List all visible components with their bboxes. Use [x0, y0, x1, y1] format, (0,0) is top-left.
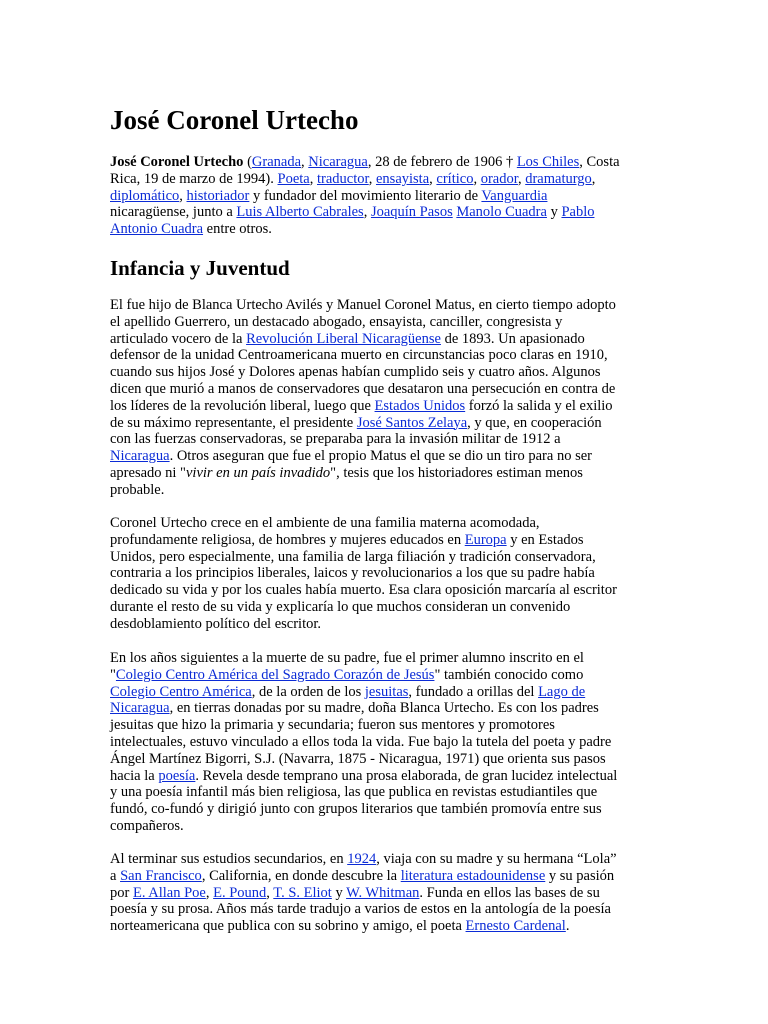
text: nicaragüense, junto a [110, 204, 237, 221]
text: , [517, 170, 526, 187]
text: , [301, 154, 309, 170]
text-line: probable. [110, 481, 165, 498]
text: , viaja con su madre y su hermana “Lola” [376, 851, 617, 867]
link-luis-alberto-cabrales[interactable]: Luis Alberto Cabrales [236, 204, 364, 221]
text: norteamericana que publica con su sobrino y amigo, el poeta [110, 918, 466, 935]
link-ensayista[interactable]: ensayista [376, 170, 430, 187]
link-lago-de-nicaragua[interactable]: Lago de [538, 683, 586, 700]
link-1924[interactable]: 1924 [347, 851, 377, 867]
text-line [110, 331, 658, 348]
text: . Revela desde temprano una prosa elaborada, de gran lucidez intelectual [195, 767, 618, 784]
text-line: defensor de la unidad Centroamericana muerto en circunstancias poco claras en 1910, [110, 347, 608, 364]
text: . Otros aseguran que fue el propio Matus el que se dio un tiro para no ser [169, 448, 592, 465]
text-line: poesía y su prosa. Años más tarde tradujo a varios de estos en la antología de la poesía [110, 901, 611, 918]
text-line: contraria a los principios liberales, laicos y revolucionarios a los que su padre había [110, 565, 595, 582]
paragraph-4 [110, 851, 658, 935]
text-line: Unidos, pero especialmente, una familia de larga filiación y tradición conservadora, [110, 548, 596, 565]
text: Rica, 19 de marzo de 1994). [110, 170, 278, 187]
text: hacia la [110, 767, 159, 784]
text: . Funda en ellos las bases de su [419, 884, 600, 901]
text: de su máximo representante, el presidente [110, 414, 357, 431]
link-diplomatico[interactable]: diplomático [110, 187, 180, 204]
text-line: durante el resto de su vida y explicaría lo que muchos consideran un convenido [110, 598, 571, 615]
link-vanguardia[interactable]: Vanguardia [481, 187, 548, 204]
text: , 28 de febrero de 1906 † [367, 154, 517, 170]
text: " [110, 666, 116, 683]
text: y [546, 204, 562, 221]
link-historiador[interactable]: historiador [186, 187, 250, 204]
link-manolo-cuadra[interactable]: Manolo Cuadra [456, 204, 547, 221]
text-line [110, 221, 658, 238]
link-europa[interactable]: Europa [464, 531, 507, 548]
link-pound[interactable]: E. Pound [213, 884, 267, 901]
text-line [110, 700, 658, 717]
link-san-francisco[interactable]: San Francisco [120, 867, 202, 884]
text: de 1893. Un apasionado [440, 330, 585, 347]
text-line [110, 868, 658, 885]
text-line: con las fuerzas conservadoras, se preparaba para la invasión militar de 1912 a [110, 431, 561, 448]
text: y [331, 884, 347, 901]
text: apresado ni " [110, 464, 186, 481]
text-line [110, 684, 658, 701]
link-critico[interactable]: crítico [436, 170, 474, 187]
text: . [565, 918, 570, 935]
text: , de la orden de los [251, 683, 365, 700]
intro-paragraph [110, 154, 658, 238]
text: , en tierras donadas por su madre, doña Blanca Urtecho. Es con los padres [169, 700, 599, 717]
text: , [368, 170, 376, 187]
text-line: intelectuales, estuvo vinculado a ellos toda la vida. Fue bajo la tutela del poeta y padre [110, 733, 612, 750]
paragraph-3 [110, 650, 658, 835]
link-eliot[interactable]: T. S. Eliot [273, 884, 332, 901]
text: Al terminar sus estudios secundarios, en [110, 851, 348, 867]
text-line: fundó, co-fundó y dirigió junto con grupos literarios que también promovía entre sus [110, 801, 602, 818]
link-granada[interactable]: Granada [251, 154, 302, 170]
text-line [110, 851, 658, 868]
text-line [110, 204, 658, 221]
text: profundamente religiosa, de hombres y mujeres educados en [110, 531, 465, 548]
text-line [110, 154, 658, 171]
text: articulado vocero de la [110, 330, 247, 347]
text-line: jesuitas que hizo la primaria y secundaria; fueron sus mentores y promotores [110, 717, 555, 734]
text: y fundador del movimiento literario de [249, 187, 482, 204]
text-line [110, 532, 658, 549]
text: , [363, 204, 371, 221]
text-line [110, 398, 658, 415]
text: por [110, 884, 133, 901]
text: , Costa [579, 154, 620, 170]
text: forzó la salida y el exilio [465, 397, 613, 414]
link-lago-de-nicaragua-cont[interactable]: Nicaragua [110, 700, 170, 717]
text-line [110, 667, 658, 684]
text: , [429, 170, 437, 187]
text: los líderes de la revolución liberal, luego que [110, 397, 375, 414]
text-line: Ángel Martínez Bigorri, S.J. (Navarra, 1875 - Nicaragua, 1971) que orienta sus pasos [110, 750, 606, 767]
text: , [309, 170, 317, 187]
paragraph-2 [110, 515, 658, 633]
text: , California, en donde descubre la [201, 867, 401, 884]
text-line: dicen que murió a manos de conservadores que desataron una persecución en contra de [110, 380, 616, 397]
text: , [266, 884, 274, 901]
text-line [110, 465, 658, 482]
link-joaquin-pasos[interactable]: Joaquín Pasos [370, 204, 453, 221]
text-line: desdoblamiento político del escritor. [110, 615, 322, 632]
link-ernesto-cardenal[interactable]: Ernesto Cardenal [465, 918, 566, 935]
text: y en Estados [506, 531, 584, 548]
link-allan-poe[interactable]: E. Allan Poe [132, 884, 206, 901]
link-jose-santos-zelaya[interactable]: José Santos Zelaya [356, 414, 468, 431]
text-line [110, 918, 658, 935]
link-orador[interactable]: orador [480, 170, 518, 187]
text: , [591, 170, 596, 187]
text-line [110, 415, 658, 432]
text-line [110, 448, 658, 465]
text-line: dedicado su vida y por los cuales había muerto. Esa clara oposición marcaría al escritor [110, 582, 617, 599]
link-literatura-estadounidense[interactable]: literatura estadounidense [400, 867, 546, 884]
text: , fundado a orillas del [408, 683, 539, 700]
link-pablo-antonio-cuadra[interactable]: Pablo [561, 204, 595, 221]
text: entre otros. [203, 221, 272, 238]
text-line [110, 885, 658, 902]
link-whitman[interactable]: W. Whitman [346, 884, 420, 901]
italic-quote: vivir en un país invadido [185, 464, 331, 481]
link-colegio-sagrado-corazon[interactable]: Colegio Centro América del Sagrado Corazón de Jesús [115, 666, 435, 683]
link-colegio-centro-america[interactable]: Colegio Centro América [110, 683, 252, 700]
link-pablo-antonio-cuadra-cont[interactable]: Antonio Cuadra [110, 221, 204, 238]
text-line [110, 188, 658, 205]
text: ", tesis que los historiadores estiman menos [330, 464, 583, 481]
text-line: En los años siguientes a la muerte de su padre, fue el primer alumno inscrito en el [110, 650, 584, 666]
link-estados-unidos[interactable]: Estados Unidos [374, 397, 466, 414]
link-traductor[interactable]: traductor [316, 170, 369, 187]
link-nicaragua-2[interactable]: Nicaragua [110, 448, 170, 465]
link-poeta[interactable]: Poeta [277, 170, 310, 187]
text-line: y una poesía infantil más bien religiosa, las que publica en revistas estudiantiles que [110, 784, 598, 801]
section-heading: Infancia y Juventud [110, 256, 290, 280]
paragraph-1 [110, 297, 658, 499]
text: y su pasión [545, 867, 615, 884]
text: , [205, 884, 214, 901]
text-line: cuando sus hijos José y Dolores apenas habían cumplido seis y cuatro años. Algunos [110, 364, 601, 381]
link-los-chiles[interactable]: Los Chiles [516, 154, 580, 170]
link-jesuitas[interactable]: jesuitas [364, 683, 409, 700]
bold-name: José Coronel Urtecho [110, 154, 244, 170]
link-dramaturgo[interactable]: dramaturgo [525, 170, 592, 187]
text-line: compañeros. [110, 817, 184, 834]
text-line: el apellido Guerrero, un destacado abogado, ensayista, canciller, congresista y [110, 313, 563, 330]
text-line [110, 768, 658, 785]
text: a [110, 867, 121, 884]
text: " también conocido como [434, 666, 584, 683]
text: , [179, 187, 187, 204]
text: ( [243, 154, 252, 170]
link-revolucion-liberal[interactable]: Revolución Liberal Nicaragüense [246, 330, 441, 347]
text: , [473, 170, 481, 187]
text: , y que, en cooperación [467, 414, 602, 431]
link-poesia[interactable]: poesía [158, 767, 196, 784]
page-title: José Coronel Urtecho [110, 105, 359, 135]
text-line [110, 171, 658, 188]
link-nicaragua[interactable]: Nicaragua [308, 154, 368, 170]
text-line: El fue hijo de Blanca Urtecho Avilés y Manuel Coronel Matus, en cierto tiempo adopto [110, 297, 616, 313]
text-line: Coronel Urtecho crece en el ambiente de una familia materna acomodada, [110, 515, 540, 531]
